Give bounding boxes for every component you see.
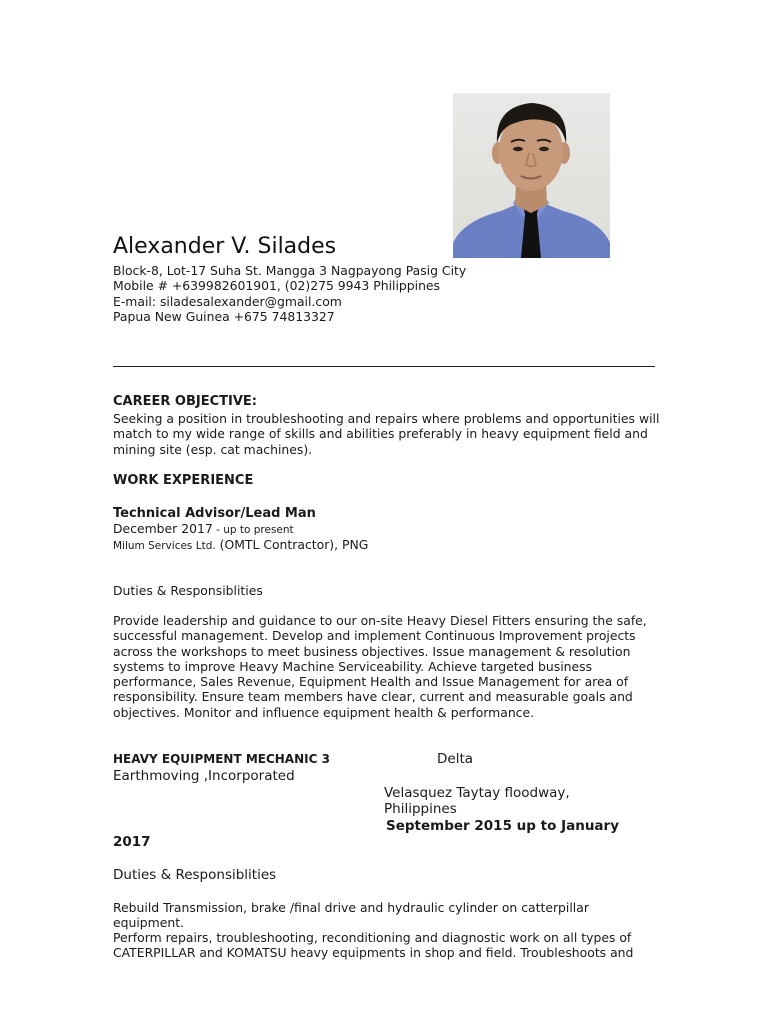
work-experience-heading: WORK EXPERIENCE — [113, 473, 254, 488]
job2-location-1: Velasquez Taytay floodway, — [384, 785, 570, 801]
candidate-name: Alexander V. Silades — [113, 234, 337, 259]
job2-company-a: Delta — [437, 751, 474, 767]
job1-company-rest: (OMTL Contractor), PNG — [215, 537, 369, 552]
job1-duties-text: Provide leadership and guidance to our on-site Heavy Diesel Fitters ensuring the safe, successful management. Develop and implement Continuous Improvement projects across the workshops to meet business objectives. Issue management & resolution systems to improve Heavy Machine Serviceability. Achieve targeted business performance, Sales Revenue, Equipment Health and Issue Management for area of responsibility. Ensure team members have clear, current and measurable goals and objectives. Monitor and influence equipment health & performance. — [113, 613, 647, 720]
profile-photo — [453, 93, 610, 258]
career-objective-text: Seeking a position in troubleshooting and repairs where problems and opportunities will match to my wide range of skills and abilities preferably in heavy equipment field and mining site (esp. cat machines). — [113, 411, 660, 457]
job1-date-line — [113, 521, 294, 538]
job2-location-2: Philippines — [384, 801, 457, 817]
job2-title: HEAVY EQUIPMENT MECHANIC 3 — [113, 752, 330, 766]
job2-duty-2: Perform repairs, troubleshooting, reconditioning and diagnostic work on all types of CATERPILLAR and KOMATSU heavy equipments in shop and field. Troubleshoots and — [113, 930, 634, 961]
email-line: E-mail: siladesalexander@gmail.com — [113, 293, 342, 309]
career-objective-heading: CAREER OBJECTIVE: — [113, 394, 257, 409]
job2-company-b: Earthmoving ,Incorporated — [113, 768, 295, 784]
job1-date: December 2017 — [113, 521, 213, 536]
job1-company: Milum Services Ltd. — [113, 540, 216, 552]
job2-date-1: September 2015 up to January — [386, 818, 619, 834]
mobile-line: Mobile # +639982601901, (02)275 9943 Philippines — [113, 278, 441, 294]
job2-duty-1: Rebuild Transmission, brake /final drive and hydraulic cylinder on catterpillar equipment. — [113, 900, 589, 931]
portrait-illustration — [453, 93, 610, 258]
address-line: Block-8, Lot-17 Suha St. Mangga 3 Nagpayong Pasig City — [113, 263, 467, 278]
job2-duties-label: Duties & Responsiblities — [113, 867, 277, 883]
job1-date-suffix: - up to present — [212, 524, 294, 536]
png-phone-line: Papua New Guinea +675 74813327 — [113, 308, 335, 324]
contact-block — [113, 263, 466, 324]
job1-duties-label: Duties & Responsiblities — [113, 583, 263, 598]
job1-title: Technical Advisor/Lead Man — [113, 506, 316, 521]
header-divider — [113, 366, 655, 367]
job2-date-2: 2017 — [113, 834, 151, 850]
job1-company-line — [113, 537, 368, 554]
